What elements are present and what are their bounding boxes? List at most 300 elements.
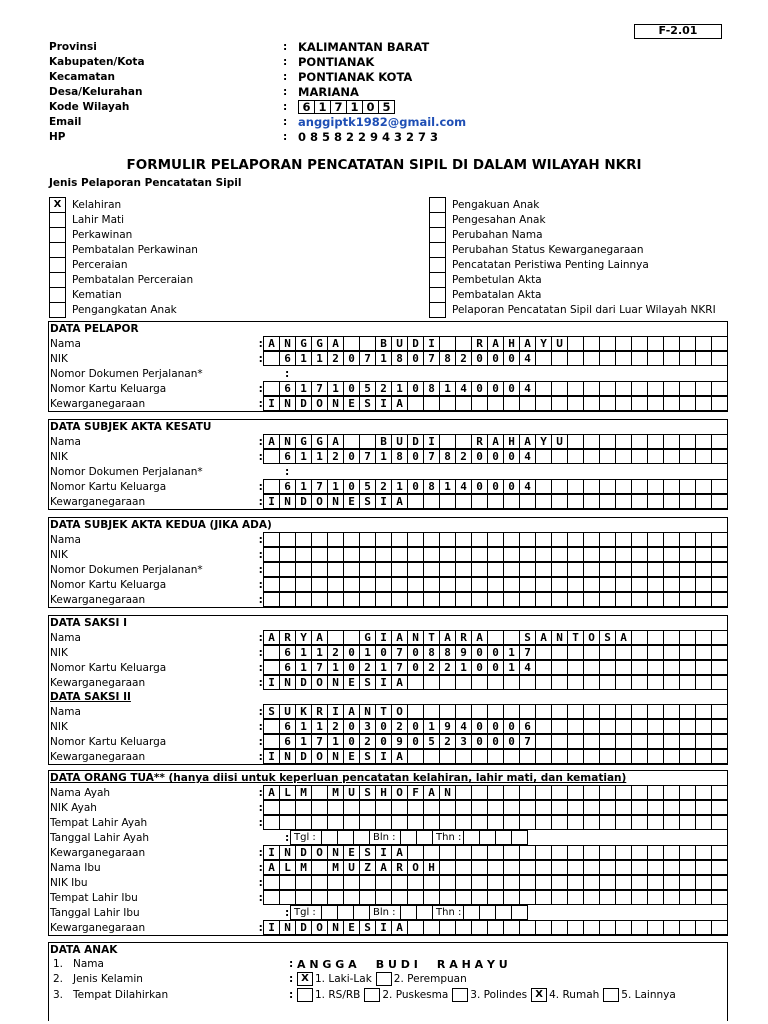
- char-cell[interactable]: [647, 592, 664, 607]
- char-cell[interactable]: [711, 785, 728, 800]
- char-cell[interactable]: U: [279, 704, 296, 719]
- jenis-checkbox[interactable]: [429, 287, 446, 303]
- char-cell[interactable]: 7: [311, 660, 328, 675]
- option-checkbox[interactable]: [364, 988, 380, 1002]
- char-cells[interactable]: [263, 336, 727, 351]
- char-cell[interactable]: [535, 396, 552, 411]
- jenis-checkbox[interactable]: [49, 272, 66, 288]
- char-cell[interactable]: [711, 592, 728, 607]
- char-cell[interactable]: [615, 547, 632, 562]
- char-cell[interactable]: 0: [503, 734, 520, 749]
- char-cell[interactable]: [551, 479, 568, 494]
- char-cell[interactable]: [359, 577, 376, 592]
- char-cell[interactable]: T: [423, 630, 440, 645]
- char-cell[interactable]: [631, 494, 648, 509]
- char-cell[interactable]: [455, 577, 472, 592]
- char-cell[interactable]: [711, 532, 728, 547]
- char-cells[interactable]: [263, 920, 727, 935]
- char-cell[interactable]: [295, 875, 312, 890]
- char-cell[interactable]: [711, 800, 728, 815]
- jenis-item[interactable]: [429, 287, 716, 302]
- char-cell[interactable]: [407, 396, 424, 411]
- char-cell[interactable]: [439, 532, 456, 547]
- char-cell[interactable]: [327, 562, 344, 577]
- jenis-checkbox[interactable]: X: [49, 197, 66, 213]
- char-cell[interactable]: [663, 860, 680, 875]
- char-cell[interactable]: 0: [503, 479, 520, 494]
- char-cell[interactable]: I: [263, 675, 280, 690]
- char-cell[interactable]: 1: [311, 449, 328, 464]
- char-cell[interactable]: N: [327, 920, 344, 935]
- date-segment[interactable]: [337, 905, 354, 920]
- char-cells[interactable]: [263, 630, 727, 645]
- char-cell[interactable]: [599, 592, 616, 607]
- char-cell[interactable]: 1: [327, 660, 344, 675]
- char-cell[interactable]: [647, 675, 664, 690]
- date-segment[interactable]: [321, 830, 338, 845]
- char-cell[interactable]: I: [375, 494, 392, 509]
- char-cell[interactable]: [599, 434, 616, 449]
- char-cell[interactable]: E: [343, 749, 360, 764]
- char-cell[interactable]: [487, 547, 504, 562]
- char-cell[interactable]: [551, 800, 568, 815]
- char-cell[interactable]: [471, 577, 488, 592]
- char-cell[interactable]: [311, 815, 328, 830]
- char-cell[interactable]: [471, 592, 488, 607]
- char-cell[interactable]: A: [263, 785, 280, 800]
- char-cell[interactable]: [487, 860, 504, 875]
- char-cell[interactable]: R: [455, 630, 472, 645]
- char-cell[interactable]: Z: [359, 860, 376, 875]
- char-cell[interactable]: [327, 890, 344, 905]
- char-cell[interactable]: [519, 920, 536, 935]
- char-cell[interactable]: [615, 592, 632, 607]
- char-cells[interactable]: [263, 875, 727, 890]
- char-cell[interactable]: 0: [407, 660, 424, 675]
- char-cell[interactable]: [599, 396, 616, 411]
- char-cell[interactable]: 0: [487, 734, 504, 749]
- char-cell[interactable]: [679, 719, 696, 734]
- char-cell[interactable]: [679, 860, 696, 875]
- char-cell[interactable]: 2: [439, 734, 456, 749]
- char-cell[interactable]: 4: [519, 449, 536, 464]
- char-cell[interactable]: [679, 845, 696, 860]
- char-cell[interactable]: [455, 860, 472, 875]
- char-cell[interactable]: A: [487, 336, 504, 351]
- char-cell[interactable]: R: [471, 434, 488, 449]
- char-cell[interactable]: [647, 562, 664, 577]
- char-cell[interactable]: [343, 875, 360, 890]
- char-cell[interactable]: D: [295, 749, 312, 764]
- char-cell[interactable]: [583, 785, 600, 800]
- char-cell[interactable]: [359, 547, 376, 562]
- char-cell[interactable]: [647, 860, 664, 875]
- char-cell[interactable]: [567, 860, 584, 875]
- char-cell[interactable]: [375, 577, 392, 592]
- char-cell[interactable]: D: [295, 845, 312, 860]
- jenis-item[interactable]: [429, 227, 716, 242]
- char-cell[interactable]: T: [375, 704, 392, 719]
- char-cell[interactable]: [327, 875, 344, 890]
- char-cell[interactable]: [647, 547, 664, 562]
- char-cell[interactable]: O: [391, 704, 408, 719]
- char-cell[interactable]: [471, 800, 488, 815]
- char-cell[interactable]: [711, 396, 728, 411]
- option-item[interactable]: [297, 972, 372, 986]
- char-cell[interactable]: A: [343, 704, 360, 719]
- char-cell[interactable]: [407, 532, 424, 547]
- char-cell[interactable]: [519, 815, 536, 830]
- char-cell[interactable]: [647, 479, 664, 494]
- char-cell[interactable]: [279, 547, 296, 562]
- char-cell[interactable]: N: [551, 630, 568, 645]
- char-cell[interactable]: 2: [359, 660, 376, 675]
- char-cell[interactable]: I: [327, 704, 344, 719]
- char-cell[interactable]: [375, 532, 392, 547]
- char-cell[interactable]: 4: [455, 719, 472, 734]
- char-cell[interactable]: [679, 577, 696, 592]
- char-cell[interactable]: [679, 815, 696, 830]
- option-item[interactable]: [297, 988, 360, 1002]
- char-cell[interactable]: [679, 562, 696, 577]
- char-cell[interactable]: [711, 660, 728, 675]
- char-cell[interactable]: [295, 815, 312, 830]
- char-cell[interactable]: [567, 577, 584, 592]
- option-checkbox[interactable]: X: [297, 972, 313, 986]
- char-cell[interactable]: [695, 547, 712, 562]
- jenis-checkbox[interactable]: [49, 257, 66, 273]
- char-cell[interactable]: [551, 351, 568, 366]
- char-cell[interactable]: [679, 434, 696, 449]
- char-cell[interactable]: 0: [407, 351, 424, 366]
- char-cell[interactable]: [343, 800, 360, 815]
- char-cell[interactable]: A: [263, 434, 280, 449]
- char-cell[interactable]: [567, 815, 584, 830]
- char-cell[interactable]: [471, 920, 488, 935]
- char-cell[interactable]: 0: [471, 645, 488, 660]
- char-cell[interactable]: 7: [311, 734, 328, 749]
- char-cell[interactable]: [695, 645, 712, 660]
- char-cell[interactable]: [695, 704, 712, 719]
- char-cell[interactable]: [599, 875, 616, 890]
- char-cell[interactable]: [631, 660, 648, 675]
- char-cell[interactable]: [407, 562, 424, 577]
- char-cell[interactable]: D: [407, 434, 424, 449]
- char-cell[interactable]: [487, 920, 504, 935]
- char-cell[interactable]: [455, 494, 472, 509]
- char-cell[interactable]: [679, 920, 696, 935]
- char-cell[interactable]: 0: [343, 734, 360, 749]
- char-cell[interactable]: [439, 396, 456, 411]
- char-cell[interactable]: 1: [295, 479, 312, 494]
- char-cell[interactable]: [711, 630, 728, 645]
- char-cell[interactable]: 0: [407, 719, 424, 734]
- char-cell[interactable]: [711, 920, 728, 935]
- char-cell[interactable]: [503, 800, 520, 815]
- char-cell[interactable]: 0: [487, 381, 504, 396]
- char-cell[interactable]: [647, 785, 664, 800]
- jenis-checkbox[interactable]: [49, 302, 66, 318]
- char-cell[interactable]: 7: [311, 381, 328, 396]
- char-cells[interactable]: [263, 479, 727, 494]
- char-cell[interactable]: [583, 381, 600, 396]
- char-cell[interactable]: [631, 351, 648, 366]
- char-cell[interactable]: [599, 815, 616, 830]
- char-cell[interactable]: [695, 890, 712, 905]
- char-cell[interactable]: [439, 434, 456, 449]
- char-cells[interactable]: [263, 890, 727, 905]
- char-cell[interactable]: [535, 479, 552, 494]
- char-cell[interactable]: [487, 630, 504, 645]
- char-cell[interactable]: [599, 845, 616, 860]
- char-cell[interactable]: [407, 675, 424, 690]
- char-cell[interactable]: [567, 719, 584, 734]
- char-cell[interactable]: [263, 592, 280, 607]
- char-cell[interactable]: [519, 494, 536, 509]
- char-cell[interactable]: [311, 547, 328, 562]
- char-cell[interactable]: [679, 494, 696, 509]
- char-cell[interactable]: [695, 734, 712, 749]
- char-cell[interactable]: [583, 434, 600, 449]
- char-cell[interactable]: [343, 592, 360, 607]
- char-cell[interactable]: [711, 547, 728, 562]
- char-cell[interactable]: [455, 785, 472, 800]
- char-cell[interactable]: A: [391, 494, 408, 509]
- char-cell[interactable]: 9: [455, 645, 472, 660]
- char-cell[interactable]: [599, 785, 616, 800]
- char-cell[interactable]: [439, 920, 456, 935]
- char-cell[interactable]: [567, 479, 584, 494]
- char-cell[interactable]: [519, 547, 536, 562]
- char-cell[interactable]: [327, 630, 344, 645]
- char-cell[interactable]: 6: [279, 449, 296, 464]
- char-cell[interactable]: A: [391, 630, 408, 645]
- jenis-item[interactable]: [49, 302, 198, 317]
- char-cell[interactable]: [615, 660, 632, 675]
- char-cell[interactable]: A: [391, 749, 408, 764]
- char-cell[interactable]: S: [263, 704, 280, 719]
- char-cell[interactable]: [343, 890, 360, 905]
- char-cells[interactable]: [263, 704, 727, 719]
- jenis-item[interactable]: [49, 257, 198, 272]
- char-cell[interactable]: 7: [423, 449, 440, 464]
- char-cell[interactable]: [359, 815, 376, 830]
- char-cell[interactable]: [407, 890, 424, 905]
- char-cell[interactable]: [407, 875, 424, 890]
- option-checkbox[interactable]: [452, 988, 468, 1002]
- char-cell[interactable]: [455, 396, 472, 411]
- date-segment[interactable]: [416, 905, 433, 920]
- char-cell[interactable]: [631, 719, 648, 734]
- char-cell[interactable]: [551, 815, 568, 830]
- char-cell[interactable]: [567, 785, 584, 800]
- char-cell[interactable]: [471, 547, 488, 562]
- char-cell[interactable]: 1: [295, 381, 312, 396]
- char-cells[interactable]: [263, 592, 727, 607]
- char-cell[interactable]: G: [311, 336, 328, 351]
- char-cell[interactable]: [535, 845, 552, 860]
- char-cell[interactable]: 4: [519, 351, 536, 366]
- char-cell[interactable]: [631, 875, 648, 890]
- char-cell[interactable]: R: [279, 630, 296, 645]
- char-cell[interactable]: 0: [471, 734, 488, 749]
- char-cell[interactable]: 1: [295, 645, 312, 660]
- char-cell[interactable]: 6: [279, 381, 296, 396]
- char-cell[interactable]: [663, 434, 680, 449]
- char-cell[interactable]: 7: [423, 351, 440, 366]
- char-cell[interactable]: [711, 479, 728, 494]
- char-cell[interactable]: [599, 532, 616, 547]
- char-cell[interactable]: [615, 875, 632, 890]
- char-cell[interactable]: 1: [391, 381, 408, 396]
- char-cell[interactable]: [551, 562, 568, 577]
- char-cell[interactable]: H: [503, 434, 520, 449]
- char-cell[interactable]: A: [263, 336, 280, 351]
- char-cell[interactable]: [455, 875, 472, 890]
- char-cell[interactable]: 0: [503, 719, 520, 734]
- char-cell[interactable]: S: [359, 396, 376, 411]
- char-cell[interactable]: [663, 675, 680, 690]
- char-cell[interactable]: [263, 734, 280, 749]
- char-cell[interactable]: 3: [359, 719, 376, 734]
- char-cell[interactable]: [615, 704, 632, 719]
- jenis-checkbox[interactable]: [429, 227, 446, 243]
- char-cell[interactable]: [375, 592, 392, 607]
- char-cell[interactable]: [391, 815, 408, 830]
- char-cell[interactable]: 0: [471, 449, 488, 464]
- char-cell[interactable]: [695, 494, 712, 509]
- char-cell[interactable]: [471, 396, 488, 411]
- char-cell[interactable]: [439, 547, 456, 562]
- char-cell[interactable]: 0: [407, 479, 424, 494]
- char-cell[interactable]: I: [263, 920, 280, 935]
- char-cell[interactable]: 7: [311, 479, 328, 494]
- char-cell[interactable]: [679, 875, 696, 890]
- char-cell[interactable]: A: [391, 920, 408, 935]
- char-cell[interactable]: [647, 630, 664, 645]
- char-cell[interactable]: [711, 577, 728, 592]
- char-cells[interactable]: [263, 351, 727, 366]
- char-cell[interactable]: A: [439, 630, 456, 645]
- char-cell[interactable]: L: [279, 785, 296, 800]
- char-cell[interactable]: [343, 547, 360, 562]
- char-cell[interactable]: 0: [487, 351, 504, 366]
- char-cell[interactable]: [263, 645, 280, 660]
- char-cell[interactable]: [471, 875, 488, 890]
- char-cell[interactable]: [615, 815, 632, 830]
- char-cell[interactable]: [503, 675, 520, 690]
- char-cell[interactable]: I: [263, 494, 280, 509]
- char-cell[interactable]: [535, 785, 552, 800]
- char-cell[interactable]: [423, 815, 440, 830]
- char-cell[interactable]: [439, 577, 456, 592]
- char-cell[interactable]: [599, 547, 616, 562]
- char-cell[interactable]: [487, 785, 504, 800]
- char-cell[interactable]: [679, 800, 696, 815]
- char-cell[interactable]: [663, 875, 680, 890]
- char-cell[interactable]: 7: [359, 449, 376, 464]
- char-cell[interactable]: [519, 675, 536, 690]
- char-cell[interactable]: [695, 920, 712, 935]
- char-cell[interactable]: M: [327, 860, 344, 875]
- date-segment[interactable]: Bln :: [369, 905, 401, 920]
- char-cell[interactable]: 2: [455, 351, 472, 366]
- char-cell[interactable]: [711, 381, 728, 396]
- char-cell[interactable]: 5: [423, 734, 440, 749]
- char-cell[interactable]: 2: [439, 660, 456, 675]
- char-cells[interactable]: [263, 815, 727, 830]
- char-cell[interactable]: [295, 532, 312, 547]
- char-cell[interactable]: [455, 675, 472, 690]
- char-cell[interactable]: U: [343, 860, 360, 875]
- jenis-item[interactable]: [429, 257, 716, 272]
- char-cell[interactable]: [551, 592, 568, 607]
- char-cell[interactable]: [455, 800, 472, 815]
- char-cell[interactable]: [455, 845, 472, 860]
- char-cells[interactable]: [263, 532, 727, 547]
- char-cell[interactable]: [631, 592, 648, 607]
- char-cell[interactable]: [647, 532, 664, 547]
- char-cell[interactable]: [503, 494, 520, 509]
- char-cell[interactable]: [263, 479, 280, 494]
- char-cell[interactable]: [487, 875, 504, 890]
- char-cell[interactable]: [551, 532, 568, 547]
- char-cell[interactable]: [359, 562, 376, 577]
- char-cell[interactable]: [631, 532, 648, 547]
- char-cell[interactable]: G: [295, 434, 312, 449]
- char-cell[interactable]: [263, 577, 280, 592]
- char-cell[interactable]: [487, 396, 504, 411]
- jenis-item[interactable]: [49, 212, 198, 227]
- char-cell[interactable]: 1: [295, 351, 312, 366]
- char-cell[interactable]: S: [359, 494, 376, 509]
- char-cell[interactable]: [615, 396, 632, 411]
- char-cell[interactable]: N: [279, 749, 296, 764]
- char-cell[interactable]: [615, 449, 632, 464]
- char-cell[interactable]: [567, 336, 584, 351]
- char-cell[interactable]: [471, 845, 488, 860]
- char-cell[interactable]: [663, 577, 680, 592]
- char-cell[interactable]: [663, 645, 680, 660]
- char-cell[interactable]: [519, 875, 536, 890]
- char-cell[interactable]: 1: [327, 479, 344, 494]
- kode-digit[interactable]: 0: [362, 100, 379, 114]
- char-cell[interactable]: 6: [279, 719, 296, 734]
- char-cell[interactable]: O: [311, 396, 328, 411]
- char-cell[interactable]: [343, 630, 360, 645]
- char-cell[interactable]: 9: [439, 719, 456, 734]
- char-cells[interactable]: [263, 434, 727, 449]
- char-cell[interactable]: 4: [519, 660, 536, 675]
- jenis-item[interactable]: [49, 227, 198, 242]
- char-cell[interactable]: [471, 704, 488, 719]
- char-cell[interactable]: [279, 592, 296, 607]
- char-cell[interactable]: 1: [327, 734, 344, 749]
- char-cell[interactable]: [663, 704, 680, 719]
- char-cell[interactable]: [599, 351, 616, 366]
- char-cell[interactable]: 7: [391, 645, 408, 660]
- char-cell[interactable]: [263, 660, 280, 675]
- char-cell[interactable]: [599, 449, 616, 464]
- char-cell[interactable]: [631, 577, 648, 592]
- char-cell[interactable]: [695, 860, 712, 875]
- char-cell[interactable]: 7: [359, 351, 376, 366]
- char-cell[interactable]: G: [311, 434, 328, 449]
- char-cell[interactable]: [567, 890, 584, 905]
- char-cell[interactable]: [503, 845, 520, 860]
- char-cell[interactable]: [663, 336, 680, 351]
- char-cell[interactable]: [631, 547, 648, 562]
